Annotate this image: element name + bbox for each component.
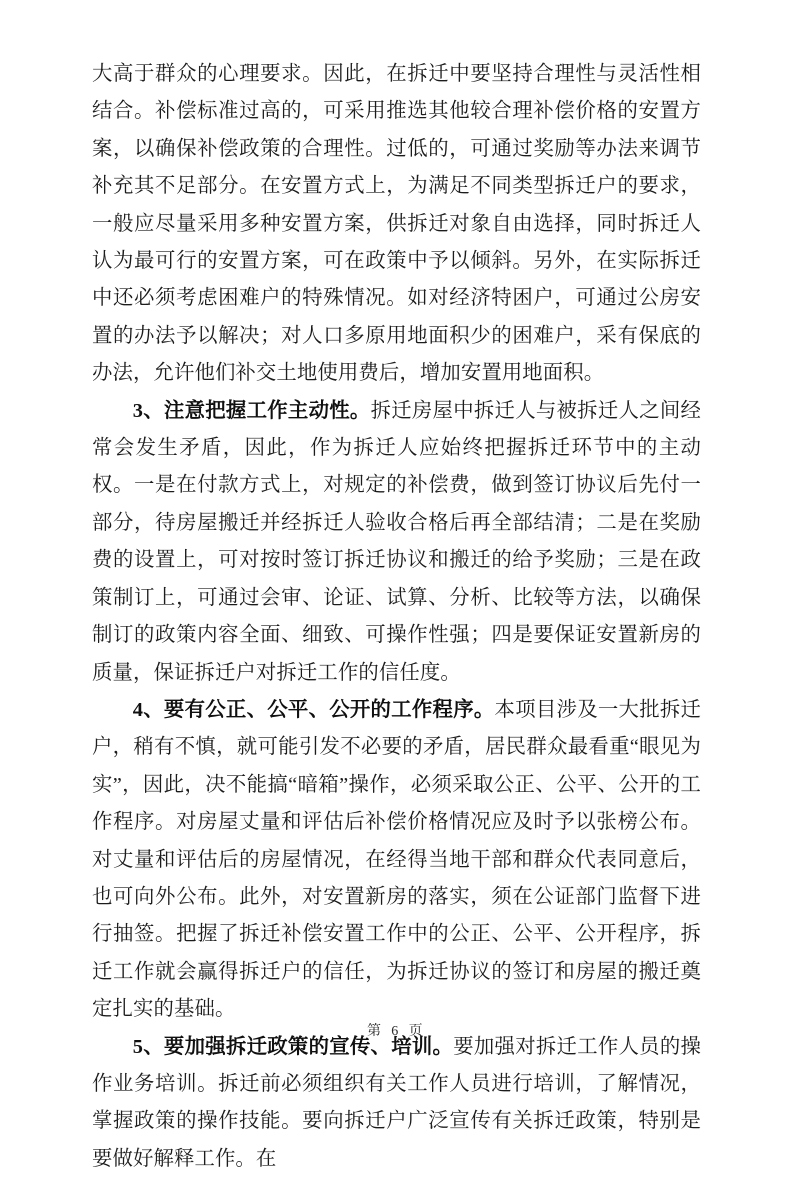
paragraph-item-3 bbox=[92, 393, 701, 692]
page-footer bbox=[0, 1022, 793, 1041]
paragraph-lead-heading: 4、要有公正、公平、公开的工作程序。 bbox=[132, 698, 495, 721]
page-text-body bbox=[92, 56, 701, 1178]
paragraph-item-5 bbox=[92, 1029, 701, 1178]
paragraph-lead-heading: 5、要加强拆迁政策的宣传、培训。 bbox=[132, 1035, 454, 1058]
page-number-label: 第 6 页 bbox=[367, 1024, 426, 1039]
paragraph-body: 大高于群众的心理要求。因此，在拆迁中要坚持合理性与灵活性相结合。补偿标准过高的，可采用推选其他较合理补偿价格的安置方案，以确保补偿政策的合理性。过低的，可通过奖励等办法来调节补充其不足部分。在安置方式上，为满足不同类型拆迁户的要求，一般应尽量采用多种安置方案，供拆迁对象自由选择，同时拆迁人认为最可行的安置方案，可在政策中予以倾斜。另外，在实际拆迁中还必须考虑困难户的特殊情况。如对经济特困户，可通过公房安置的办法予以解决；对人口多原用地面积少的困难户，采有保底的办法，允许他们补交土地使用费后，增加安置用地面积。 bbox=[92, 63, 701, 385]
paragraph-body: 拆迁房屋中拆迁人与被拆迁人之间经常会发生矛盾，因此，作为拆迁人应始终把握拆迁环节中的主动权。一是在付款方式上，对规定的补偿费，做到签订协议后先付一部分，待房屋搬迁并经拆迁人验收合格后再全部结清；二是在奖励费的设置上，可对按时签订拆迁协议和搬迁的给予奖励；三是在政策制订上，可通过会审、论证、试算、分析、比较等方法，以确保制订的政策内容全面、细致、可操作性强；四是要保证安置新房的质量，保证拆迁户对拆迁工作的信任度。 bbox=[92, 399, 701, 684]
paragraph-continued bbox=[92, 56, 701, 393]
paragraph-lead-heading: 3、注意把握工作主动性。 bbox=[132, 399, 371, 422]
paragraph-item-4 bbox=[92, 692, 701, 1029]
paragraph-body: 本项目涉及一大批拆迁户，稍有不慎，就可能引发不必要的矛盾，居民群众最看重“眼见为实”，因此，决不能搞“暗箱”操作，必须采取公正、公平、公开的工作程序。对房屋丈量和评估后补偿价格情况应及时予以张榜公布。对丈量和评估后的房屋情况，在经得当地干部和群众代表同意后，也可向外公布。此外，对安置新房的落实，须在公证部门监督下进行抽签。把握了拆迁补偿安置工作中的公正、公平、公开程序，拆迁工作就会赢得拆迁户的信任，为拆迁协议的签订和房屋的搬迁奠定扎实的基础。 bbox=[92, 698, 702, 1021]
paragraph-body: 要加强对拆迁工作人员的操作业务培训。拆迁前必须组织有关工作人员进行培训，了解情况，掌握政策的操作技能。要向拆迁户广泛宣传有关拆迁政策，特别是要做好解释工作。在 bbox=[92, 1035, 702, 1170]
